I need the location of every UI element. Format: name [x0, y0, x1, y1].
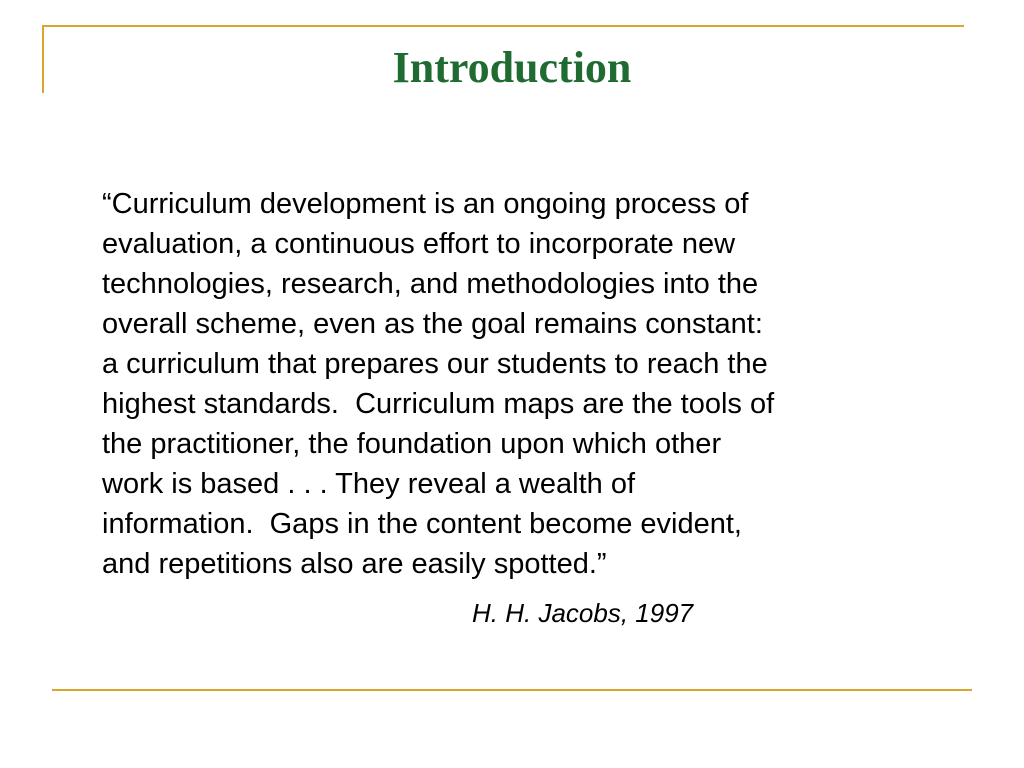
- quote-line: a curriculum that prepares our students to reach the: [102, 348, 768, 380]
- slide-title: Introduction: [392, 43, 632, 92]
- frame-bottom-rule: [52, 689, 972, 691]
- frame-top-rule: [42, 25, 964, 27]
- quote-line: evaluation, a continuous effort to incorporate new: [102, 228, 736, 260]
- quote-line: highest standards. Curriculum maps are the tools of: [102, 388, 775, 420]
- quote-line: information. Gaps in the content become evident,: [102, 508, 742, 540]
- quote-line: “Curriculum development is an ongoing process of: [102, 188, 749, 220]
- quote-line: technologies, research, and methodologies into the: [102, 268, 759, 300]
- quote-block: [102, 184, 972, 584]
- quote-line: work is based . . . They reveal a wealth of: [102, 468, 636, 500]
- quote-line: the practitioner, the foundation upon which other: [102, 428, 722, 460]
- quote-line: overall scheme, even as the goal remains constant:: [102, 308, 763, 340]
- quote-line: and repetitions also are easily spotted.”: [102, 548, 607, 580]
- quote-attribution: H. H. Jacobs, 1997: [472, 598, 694, 628]
